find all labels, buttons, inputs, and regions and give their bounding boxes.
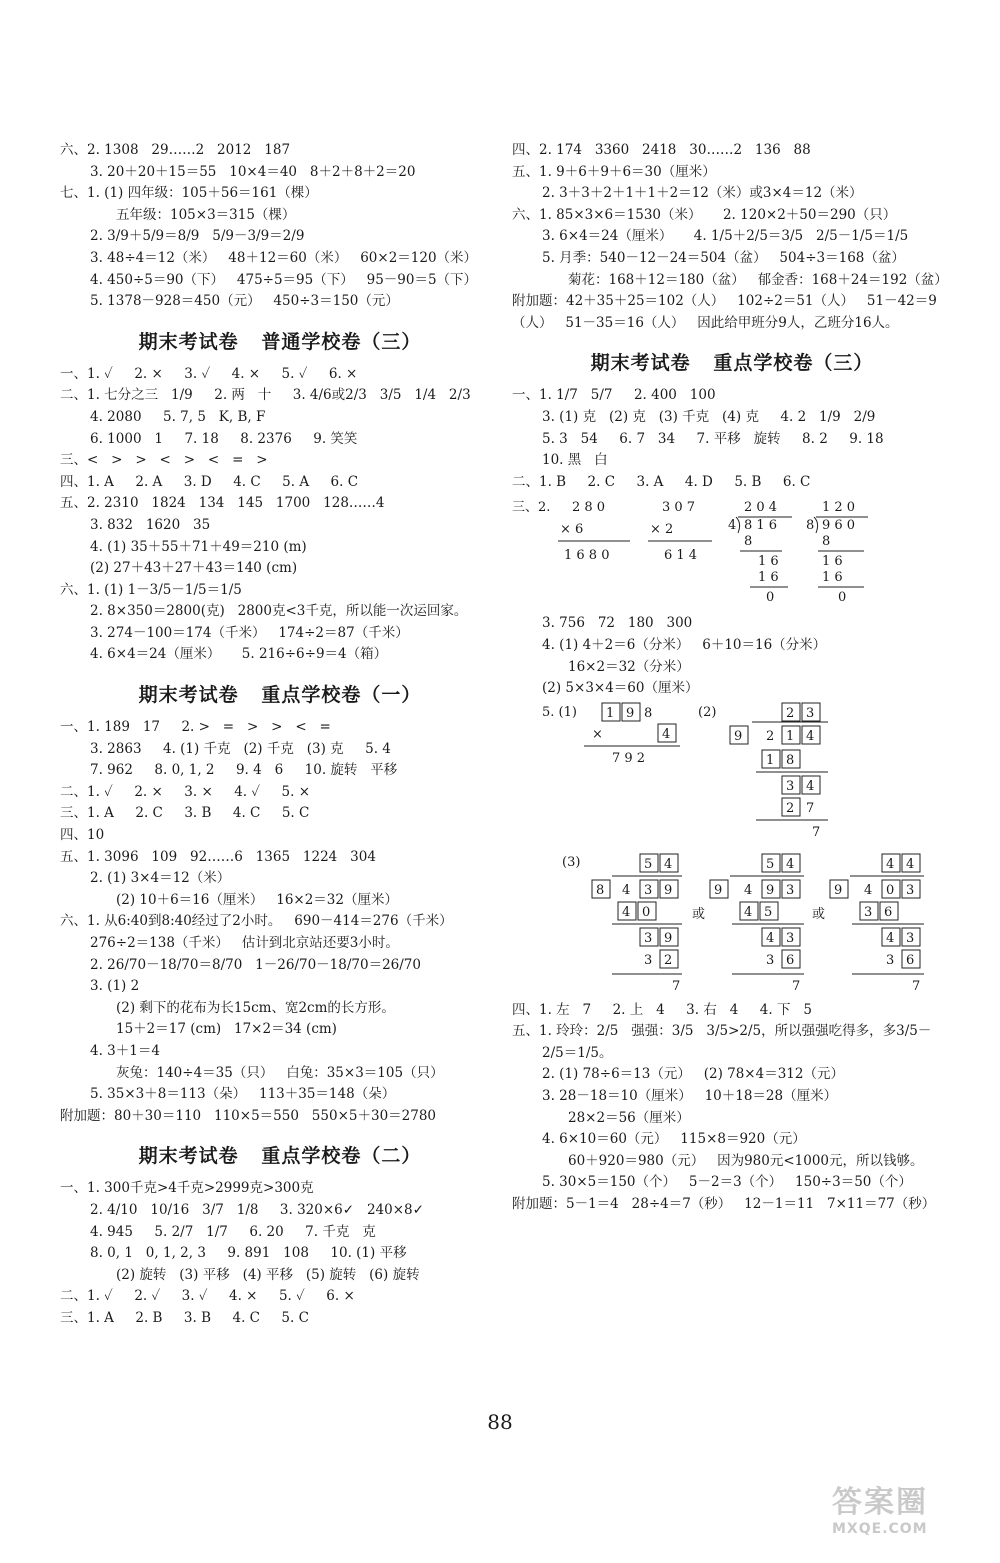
- answer-line: 灰兔：140÷4＝35（只） 白兔：35×3＝105（只）: [116, 1064, 444, 1081]
- watermark-logo: [832, 1477, 982, 1545]
- answer-line: 5. 30×5＝150（个） 5－2＝3（个） 150÷3＝50（个）: [542, 1174, 912, 1191]
- answer-line: 3. 2863 4. (1) 千克 (2) 千克 (3) 克 5. 4: [90, 740, 391, 757]
- answer-line: 二、1. ✓ 2. ✓ 3. ✓ 4. × 5. ✓ 6. ×: [60, 1288, 355, 1305]
- calc-digits: 4: [622, 882, 631, 898]
- answer-line: 附加题：5－1＝4 28÷4＝7（秒） 12－1＝11 7×11＝77（秒）: [512, 1196, 936, 1213]
- answer-line: 4. 450÷5＝90（下） 475÷5＝95（下） 95－90＝5（下）: [90, 271, 478, 288]
- calc-digits: 9: [626, 705, 635, 721]
- calc-digits: 4: [744, 904, 753, 920]
- answer-line: 六、1. 85×3×6＝1530（米） 2. 120×2＋50＝290（只）: [512, 206, 897, 223]
- answer-line: 3. (1) 2: [90, 978, 140, 995]
- answer-line: 附加题：42＋35＋25＝102（人） 102÷2＝51（人） 51－42＝9: [512, 293, 937, 310]
- answer-line: (2) 10＋6＝16（厘米） 16×2＝32（厘米）: [116, 891, 398, 908]
- answer-line: 5. 月季：540－12－24＝504（盆） 504÷3＝168（盆）: [542, 249, 905, 266]
- calc-digits: 4: [622, 904, 631, 920]
- answer-line: 5. 1378－928＝450（元） 450÷3＝150（元）: [90, 293, 399, 310]
- calc-label: (2): [698, 704, 717, 720]
- answer-line: 2. 8×350＝2800(克) 2800克<3千克，所以能一次运回家。: [90, 603, 468, 620]
- calc-digits: 3: [906, 930, 915, 946]
- answer-line: 10. 黑 白: [542, 452, 608, 469]
- calc-digits: 6: [786, 952, 795, 968]
- calc-digits: 5: [766, 856, 775, 872]
- calc-digits: 4: [786, 856, 795, 872]
- calc-digits: 4: [662, 726, 671, 742]
- calc-digits: 4: [906, 856, 915, 872]
- answer-line: 六、1. (1) 1－3/5－1/5＝1/5: [60, 581, 242, 598]
- calc-digits: 0: [886, 882, 895, 898]
- calc-digits: 4: [886, 856, 895, 872]
- answer-line: 15＋2＝17 (cm) 17×2＝34 (cm): [116, 1021, 337, 1038]
- calc-digits: 8: [596, 882, 605, 898]
- calc-digits: 9: [734, 728, 743, 744]
- calc-digits: 1: [766, 752, 775, 768]
- calc-digits: 6: [884, 904, 893, 920]
- calc-digits: 8: [822, 534, 831, 550]
- calc-digits: 1 6 8 0: [564, 548, 610, 564]
- answer-line: 5. 3 54 6. 7 34 7. 平移 旋转 8. 2 9. 18: [542, 430, 884, 447]
- left-column: [60, 140, 500, 1330]
- calc-digits: 7: [812, 824, 821, 840]
- answer-line: 菊花：168＋12＝180（盆） 郁金香：168＋24＝192（盆）: [568, 271, 948, 288]
- calc-digits: 1 6: [758, 570, 779, 586]
- answer-line: 二、1. 七分之三 1/9 2. 两 十 3. 4/6或2/3 3/5 1/4 2/3: [60, 387, 471, 404]
- boxed-calculation-figure: [512, 700, 952, 850]
- answer-line: 3. (1) 克 (2) 克 (3) 千克 (4) 克 4. 2 1/9 2/9: [542, 408, 876, 425]
- answer-line: 三、1. A 2. B 3. B 4. C 5. C: [60, 1309, 309, 1326]
- calc-digits: 4: [886, 930, 895, 946]
- answer-line: 五年级：105×3＝315（棵）: [116, 206, 296, 223]
- answer-line: 四、10: [60, 827, 105, 844]
- calc-digits: 8: [786, 752, 795, 768]
- answer-line: 276÷2＝138（千米） 估计到北京站还要3小时。: [90, 935, 399, 951]
- answer-line: 4. (1) 35＋55＋71＋49＝210 (m): [90, 538, 307, 555]
- calc-digits: 3: [864, 904, 873, 920]
- answer-line: 一、1. 189 17 2. > = > > < =: [60, 719, 331, 736]
- calc-digits: 3: [786, 778, 795, 794]
- calc-label: 三、2.: [512, 500, 551, 516]
- section-title: 期末考试卷 普通学校卷（三）: [138, 330, 422, 353]
- calc-digits: 4: [806, 778, 815, 794]
- calc-digits: 5: [764, 904, 773, 920]
- calc-digits: × 2: [650, 522, 674, 538]
- answer-line: 三、< > > < > < = >: [60, 452, 268, 469]
- answer-line: 28×2＝56（厘米）: [568, 1109, 690, 1126]
- answer-line: 四、2. 174 3360 2418 30……2 136 88: [512, 142, 811, 158]
- right-column: [512, 140, 952, 1216]
- calc-digits: 9: [664, 882, 673, 898]
- calc-label: (3): [562, 854, 581, 870]
- answer-line: 一、1. ✓ 2. × 3. ✓ 4. × 5. ✓ 6. ×: [60, 365, 358, 382]
- calc-bracket: [814, 517, 818, 533]
- answer-line: (2) 27＋43＋27＋43＝140 (cm): [90, 560, 298, 577]
- answer-line: (2) 旋转 (3) 平移 (4) 平移 (5) 旋转 (6) 旋转: [116, 1266, 420, 1283]
- calc-digits: 4: [744, 882, 753, 898]
- answer-line: 2. 3/9＋5/9＝8/9 5/9－3/9＝2/9: [90, 228, 305, 245]
- answer-line: 四、1. A 2. A 3. D 4. C 5. A 6. C: [60, 473, 359, 490]
- answer-line: 4. 3＋1＝4: [90, 1042, 160, 1059]
- answer-line: 一、1. 300千克>4千克>2999克>300克: [60, 1180, 314, 1197]
- calc-digits: 9: [664, 930, 673, 946]
- boxed-calc-svg: [512, 700, 952, 850]
- calc-digits: 1: [606, 705, 615, 721]
- answer-line: 七、1. (1) 四年级：105＋56＝161（棵）: [60, 185, 318, 202]
- answer-line: 二、1. B 2. C 3. A 4. D 5. B 6. C: [512, 473, 811, 490]
- calc-digits: 7: [912, 978, 921, 994]
- calc-digits: 1 6: [758, 554, 779, 570]
- calc-digits: 4: [664, 856, 673, 872]
- answer-line: 2. 26/70－18/70＝8/70 1－26/70－18/70＝26/70: [90, 956, 421, 973]
- answer-line: 3. 6×4＝24（厘米） 4. 1/5＋2/5＝3/5 2/5－1/5＝1/5: [542, 228, 909, 245]
- section-title: 期末考试卷 重点学校卷（三）: [590, 352, 874, 375]
- calc-digits: 8: [744, 534, 753, 550]
- calc-digits: 7 9 2: [612, 750, 646, 766]
- calc-digits: 9: [766, 882, 775, 898]
- answer-line: 五、1. 9＋6＋9＋6＝30（厘米）: [512, 163, 716, 180]
- calc-digits: 3: [786, 930, 795, 946]
- answer-line: 2. 3＋3＋2＋1＋1＋2＝12（米）或3×4＝12（米）: [542, 185, 863, 202]
- calc-digits: 3: [766, 952, 775, 968]
- calc-bracket: [736, 517, 740, 533]
- calc-digits: × 6: [560, 522, 584, 538]
- calc-digits: 0: [766, 590, 775, 606]
- calc-digits: 7: [806, 800, 815, 816]
- answer-line: 60＋920＝980（元） 因为980元<1000元，所以钱够。: [568, 1152, 924, 1169]
- answer-line: 6. 1000 1 7. 18 8. 2376 9. 笑笑: [90, 430, 358, 447]
- calc-digits: 7: [672, 978, 681, 994]
- answer-line: 4. (1) 4＋2＝6（分米） 6＋10＝16（分米）: [542, 636, 827, 653]
- calc-digits: 0: [838, 590, 847, 606]
- calc-digits: 7: [792, 978, 801, 994]
- calc-digits: 3: [906, 882, 915, 898]
- answer-line: 六、1. 从6:40到8:40经过了2小时。 690－414＝276（千米）: [60, 913, 453, 930]
- answer-line: (2) 剩下的花布为长15cm、宽2cm的长方形。: [116, 999, 395, 1016]
- calc-digits: 1 2 0: [822, 500, 856, 516]
- answer-line: 三、1. A 2. C 3. B 4. C 5. C: [60, 805, 310, 822]
- calc-digits: 1 6: [822, 570, 843, 586]
- calc-digits: 2 0 4: [744, 500, 778, 516]
- answer-line: 3. 756 72 180 300: [542, 615, 693, 632]
- calc-digits: 4: [766, 930, 775, 946]
- calc-digits: 3: [886, 952, 895, 968]
- answer-line: 7. 962 8. 0, 1, 2 9. 4 6 10. 旋转 平移: [90, 762, 398, 779]
- answer-line: 3. 48÷4＝12（米） 48＋12＝60（米） 60×2＝120（米）: [90, 249, 478, 266]
- answer-line: 五、1. 玲玲：2/5 强强：3/5 3/5>2/5，所以强强吃得多，多3/5－: [512, 1023, 932, 1040]
- boxed-calculation-figure-3: [512, 850, 952, 1000]
- calc-digits: 9: [834, 882, 843, 898]
- calc-digits: 4: [728, 518, 737, 534]
- answer-line: 4. 2080 5. 7, 5 K, B, F: [90, 408, 266, 425]
- calc-svg: [512, 493, 952, 613]
- section-title: 期末考试卷 重点学校卷（二）: [138, 1145, 422, 1168]
- calc-digits: 2: [786, 800, 795, 816]
- calc-digits: 4: [864, 882, 873, 898]
- answer-line: 4. 945 5. 2/7 1/7 6. 20 7. 千克 克: [90, 1223, 376, 1240]
- answer-line: 2/5＝1/5。: [542, 1044, 613, 1061]
- answer-line: 2. (1) 3×4＝12（米）: [90, 870, 231, 887]
- answer-line: 3. 20＋20＋15＝55 10×4＝40 8＋2＋8＋2＝20: [90, 163, 416, 180]
- calc-label: 5. (1): [542, 704, 577, 720]
- calc-or: 或: [812, 906, 826, 922]
- answer-line: 4. 6×10＝60（元） 115×8＝920（元）: [542, 1131, 806, 1148]
- calc-digits: 1: [786, 728, 795, 744]
- answer-line: (2) 5×3×4＝60（厘米）: [542, 680, 699, 697]
- section-title: 期末考试卷 重点学校卷（一）: [138, 684, 422, 707]
- vertical-calculation-figure: [512, 493, 952, 613]
- watermark-url: MXQE.COM: [832, 1521, 928, 1537]
- calc-digits: 3: [644, 882, 653, 898]
- calc-digits: 3: [644, 930, 653, 946]
- answer-line: （人） 51－35＝16（人） 因此给甲班分9人，乙班分16人。: [512, 314, 899, 331]
- watermark-title: 答案圈: [832, 1485, 928, 1520]
- answer-line: 附加题：80＋30＝110 110×5＝550 550×5＋30＝2780: [60, 1107, 437, 1124]
- calc-digits: 0: [642, 904, 651, 920]
- answer-line: 16×2＝32（分米）: [568, 658, 690, 675]
- calc-or: 或: [692, 906, 706, 922]
- calc-digits: 2: [766, 728, 775, 744]
- calc-digits: 6: [906, 952, 915, 968]
- answer-line: 4. 6×4＝24（厘米） 5. 216÷6÷9＝4（箱）: [90, 646, 388, 663]
- calc-digits: 3: [786, 882, 795, 898]
- answer-line: 六、2. 1308 29……2 2012 187: [60, 142, 291, 158]
- calc-digits: 9: [714, 882, 723, 898]
- answer-line: 五、2. 2310 1824 134 145 1700 128……4: [60, 495, 385, 512]
- answer-line: 5. 35×3＋8＝113（朵） 113＋35＝148（朵）: [90, 1086, 396, 1103]
- calc-digits: 2 8 0: [572, 500, 606, 516]
- page-number: 88: [487, 1410, 513, 1434]
- calc-digits: 8 1 6: [744, 518, 778, 534]
- calc-digits: 3: [644, 952, 653, 968]
- calc-digits: 8: [806, 518, 815, 534]
- boxed-calc-svg-3: [512, 850, 952, 1000]
- calc-digits: 5: [644, 856, 653, 872]
- answer-line: 五、1. 3096 109 92……6 1365 1224 304: [60, 848, 376, 865]
- answer-line: 2. (1) 78÷6＝13（元） (2) 78×4＝312（元）: [542, 1066, 844, 1083]
- calc-digits: 2: [786, 705, 795, 721]
- answer-line: 2. 4/10 10/16 3/7 1/8 3. 320×6✓ 240×8✓: [90, 1201, 424, 1218]
- answer-line: 3. 832 1620 35: [90, 516, 211, 533]
- calc-digits: 2: [664, 952, 673, 968]
- calc-digits: 4: [806, 728, 815, 744]
- calc-digits: ×: [592, 726, 603, 742]
- answer-line: 四、1. 左 7 2. 上 4 3. 右 4 4. 下 5: [512, 1001, 812, 1018]
- calc-digits: 9 6 0: [822, 518, 856, 534]
- answer-line: 一、1. 1/7 5/7 2. 400 100: [512, 387, 716, 404]
- calc-digits: 1 6: [822, 554, 843, 570]
- calc-digits: 3 0 7: [662, 500, 696, 516]
- calc-digits: 8: [644, 705, 653, 721]
- answer-line: 3. 28－18＝10（厘米） 10＋18＝28（厘米）: [542, 1088, 838, 1105]
- answer-line: 3. 274－100＝174（千米） 174÷2＝87（千米）: [90, 624, 409, 641]
- answer-line: 二、1. ✓ 2. × 3. × 4. ✓ 5. ×: [60, 783, 311, 800]
- calc-digits: 6 1 4: [664, 548, 698, 564]
- answer-line: 8. 0, 1 0, 1, 2, 3 9. 891 108 10. (1) 平移: [90, 1245, 407, 1262]
- calc-digits: 3: [806, 705, 815, 721]
